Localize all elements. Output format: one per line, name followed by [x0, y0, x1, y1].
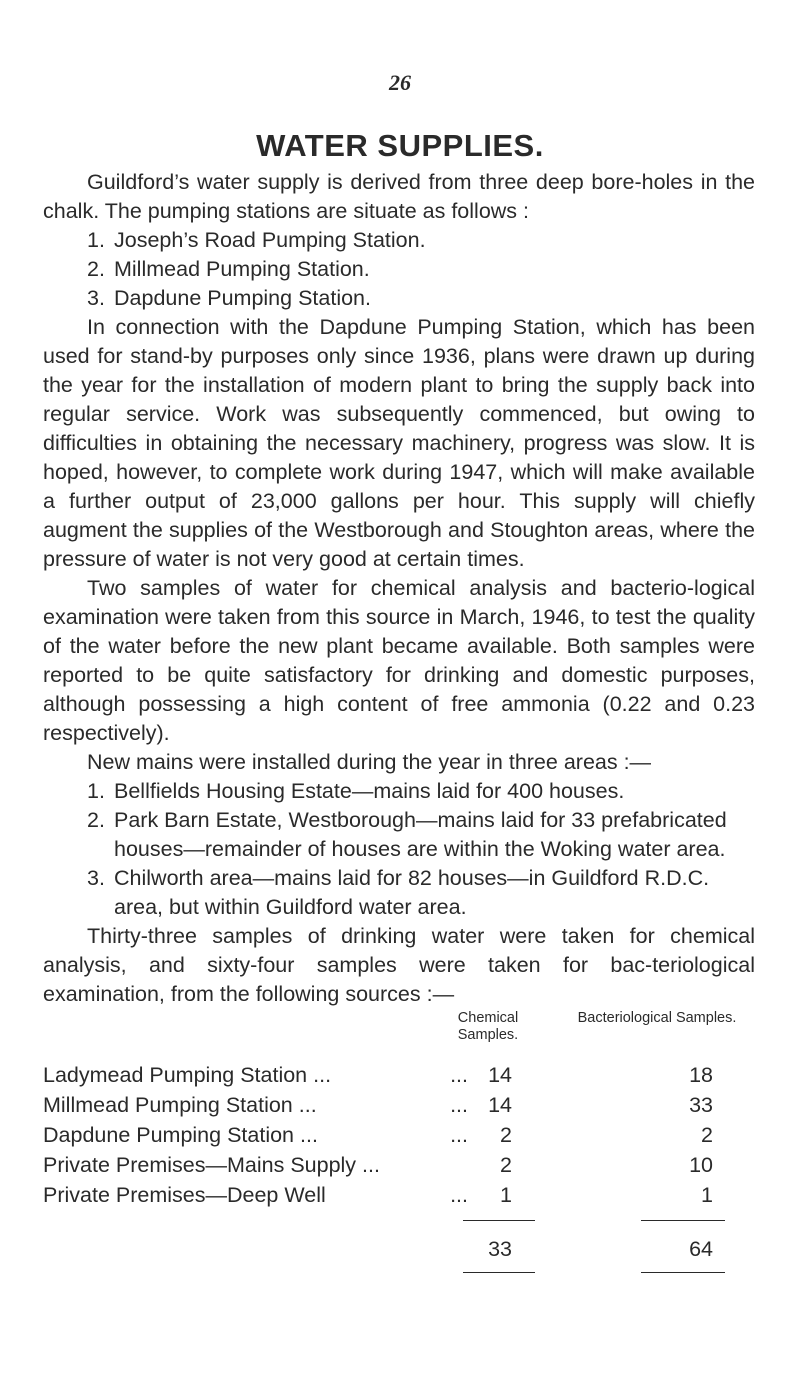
- table-row: [43, 1060, 755, 1090]
- total-rule-top: [641, 1220, 725, 1221]
- row-leader-dots: ...: [450, 1093, 468, 1117]
- bacteriological-count: 18: [689, 1063, 713, 1087]
- row-label: Dapdune Pumping Station ...: [43, 1123, 318, 1147]
- row-leader-dots: ...: [450, 1183, 468, 1207]
- list-number: 2.: [87, 808, 105, 832]
- chemical-count: 2: [500, 1123, 512, 1147]
- row-label: Ladymead Pumping Station ...: [43, 1063, 332, 1087]
- row-label: Private Premises—Deep Well: [43, 1183, 326, 1207]
- samples-paragraph: Two samples of water for chemical analysis and bacterio-logical examination were taken from this source in March, 1946, to test the quality of the water before the new plant became available. Both samples were reported to be quite satisfactory for drinking and domestic purposes, although possessing a high content of free ammonia (0.22 and 0.23 respectively).: [43, 576, 755, 745]
- list-text: Bellfields Housing Estate—mains laid for 400 houses.: [114, 779, 625, 803]
- pumping-station-list: [43, 226, 755, 313]
- bacteriological-count: 33: [689, 1093, 713, 1117]
- chemical-count: 1: [500, 1183, 512, 1207]
- list-text: Millmead Pumping Station.: [114, 257, 370, 281]
- total-rule-bottom: [641, 1272, 725, 1273]
- table-row: [43, 1150, 755, 1180]
- row-label: Millmead Pumping Station ...: [43, 1093, 317, 1117]
- total-rule-top: [463, 1220, 535, 1221]
- chemical-count: 2: [500, 1153, 512, 1177]
- chemical-total: 33: [488, 1237, 512, 1261]
- total-rule-bottom: [463, 1272, 535, 1273]
- totals-row: [43, 1220, 755, 1274]
- chemical-count: 14: [488, 1063, 512, 1087]
- new-mains-paragraph: New mains were installed during the year in three areas :—: [87, 750, 652, 774]
- bacteriological-total: 64: [689, 1237, 713, 1261]
- list-item: [43, 284, 755, 313]
- article-body: [43, 168, 755, 1009]
- list-item: [43, 806, 755, 864]
- bacteriological-count: 2: [701, 1123, 713, 1147]
- bacteriological-count: 10: [689, 1153, 713, 1177]
- thirty-three-samples-paragraph: Thirty-three samples of drinking water were taken for chemical analysis, and sixty-four samples were taken for bac-teriological examination, from the following sources :—: [43, 924, 755, 1006]
- table-header: [43, 1010, 755, 1060]
- table-row: [43, 1090, 755, 1120]
- samples-table: [43, 1010, 755, 1274]
- list-text: Chilworth area—mains laid for 82 houses—in Guildford R.D.C. area, but within Guildford water area.: [114, 866, 710, 919]
- list-text: Dapdune Pumping Station.: [114, 286, 371, 310]
- list-number: 1.: [87, 779, 105, 803]
- page-title: WATER SUPPLIES.: [256, 128, 544, 163]
- page-number: 26: [389, 70, 411, 95]
- intro-paragraph: Guildford’s water supply is derived from three deep bore-holes in the chalk. The pumping stations are situate as follows :: [43, 170, 755, 223]
- list-number: 1.: [87, 228, 105, 252]
- list-number: 2.: [87, 257, 105, 281]
- table-row: [43, 1120, 755, 1150]
- row-leader-dots: ...: [450, 1123, 468, 1147]
- list-item: [43, 255, 755, 284]
- list-text: Park Barn Estate, Westborough—mains laid for 33 prefabricated houses—remainder of houses are within the Woking water area.: [114, 808, 727, 861]
- column-header-chemical: Chemical Samples.: [457, 1010, 519, 1043]
- new-mains-list: [43, 777, 755, 922]
- dapdune-paragraph: In connection with the Dapdune Pumping Station, which has been used for stand-by purposes only since 1936, plans were drawn up during the year for the installation of modern plant to bring the supply back into regular service. Work was subsequently commenced, but owing to difficulties in obtaining the necessary machinery, progress was slow. It is hoped, however, to complete work during 1947, which will make available a further output of 23,000 gallons per hour. This supply will chiefly augment the supplies of the Westborough and Stoughton areas, where the pressure of water is not very good at certain times.: [43, 315, 755, 571]
- column-header-bacteriological: Bacteriological Samples.: [577, 1010, 737, 1026]
- list-text: Joseph’s Road Pumping Station.: [114, 228, 426, 252]
- bacteriological-count: 1: [701, 1183, 713, 1207]
- table-row: [43, 1180, 755, 1210]
- list-item: [43, 864, 755, 922]
- list-number: 3.: [87, 866, 105, 890]
- list-item: [43, 777, 755, 806]
- row-label: Private Premises—Mains Supply ...: [43, 1153, 380, 1177]
- row-leader-dots: ...: [450, 1063, 468, 1087]
- list-number: 3.: [87, 286, 105, 310]
- list-item: [43, 226, 755, 255]
- chemical-count: 14: [488, 1093, 512, 1117]
